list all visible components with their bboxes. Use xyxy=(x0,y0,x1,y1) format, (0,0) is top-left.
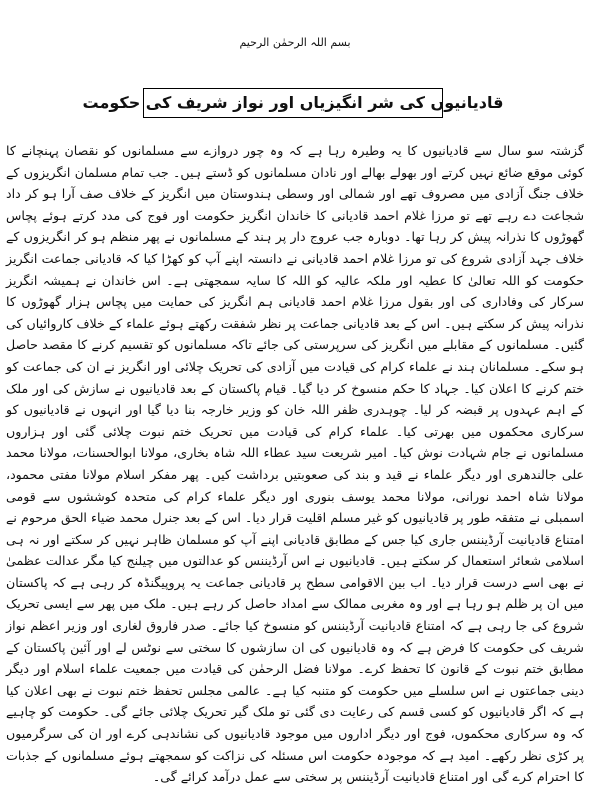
article-body xyxy=(6,140,584,800)
article-paragraph: گزشتہ سو سال سے قادیانیوں کا یہ وطیرہ رہا ہے کہ وہ چور دروازے سے مسلمانوں کو نقصان پہنچانے کا کوئی موقع ضائع نہیں کرتے اور بھولے بھالے اور نادان مسلمانوں کو ڈستے ہیں۔ جب تمام مسلمان انگریزوں کے خلاف جنگ آزادی میں مصروف تھے اور شمالی اور وسطی ہندوستان میں انگریز کے خلاف صف آرا ہو کر داد شجاعت دے رہے تھے تو مرزا غلام احمد قادیانی کا خاندان انگریز حکومت اور فوج کی مدد کرتے ہوئے پچاس گھوڑوں کا نذرانہ پیش کر رہا تھا۔ دوبارہ جب عروج دار پر ہند کے مسلمانوں نے پھر منظم ہو کر انگریزوں کے خلاف جہد آزادی شروع کی تو مرزا غلام احمد قادیانی نے دانستہ اپنے آپ کو کھڑا کیا کہ قادیانی جماعت انگریز حکومت کو اللہ تعالیٰ کا عطیہ اور ملکہ عالیہ کو اللہ کا سایہ سمجھتی ہے۔ اس خاندان نے ہمیشہ انگریز سرکار کی وفاداری کی اور بقول مرزا غلام احمد قادیانی ہم انگریز کی حمایت میں پچاس ہزار گھوڑوں کا نذرانہ پیش کر سکتے ہیں۔ اس کے بعد قادیانی جماعت پر نظر شفقت رکھتے ہوئے علماء کے خلاف کاروائیاں کی گئیں۔ مسلمانوں کے مقابلے میں انگریز کی سرپرستی کی جائے تاکہ مسلمانوں کو تقسیم کرنے کا مقصد حاصل ہو سکے۔ مسلمانان ہند نے علماء کرام کی قیادت میں آزادی کی تحریک چلائی اور انگریز نے ان کی جماعت کو ختم کرنے کا اعلان کیا۔ جہاد کا حکم منسوخ کر دیا گیا۔ قیام پاکستان کے بعد قادیانیوں نے سازش کی اور ملک کے اہم عہدوں پر قبضہ کر لیا۔ چوہدری ظفر اللہ خان کو وزیر خارجہ بنا دیا گیا اور انہوں نے قادیانیوں کو سرکاری محکموں میں بھرتی کیا۔ علماء کرام کی قیادت میں تحریک ختم نبوت چلائی گئی اور ہزاروں مسلمانوں نے جام شہادت نوش کیا۔ امیر شریعت سید عطاء اللہ شاہ بخاری، مولانا ابوالحسنات، مولانا محمد علی جالندھری اور دیگر علماء نے قید و بند کی صعوبتیں برداشت کیں۔ پھر مفکر اسلام مولانا مفتی محمود، مولانا شاہ احمد نورانی، مولانا محمد یوسف بنوری اور دیگر علماء کرام کی متحدہ کوششوں سے قومی اسمبلی نے متفقہ طور پر قادیانیوں کو غیر مسلم اقلیت قرار دیا۔ اس کے بعد جنرل محمد ضیاء الحق مرحوم نے امتناع قادیانیت آرڈیننس جاری کیا جس کے مطابق قادیانی اپنے آپ کو مسلمان ظاہر نہیں کر سکتے اور نہ ہی اسلامی شعائر استعمال کر سکتے ہیں۔ قادیانیوں نے اس آرڈیننس کو عدالتوں میں چیلنج کیا مگر عدالت عظمیٰ نے بھی اسے درست قرار دیا۔ اب بین الاقوامی سطح پر قادیانی جماعت یہ پروپیگنڈہ کر رہی ہے کہ پاکستان میں ان پر ظلم ہو رہا ہے اور وہ مغربی ممالک سے امداد حاصل کر رہے ہیں۔ ملک میں پھر سے ایسی تحریک شروع کی جا رہی ہے کہ امتناع قادیانیت آرڈیننس کو منسوخ کیا جائے۔ صدر فاروق لغاری اور وزیر اعظم نواز شریف کی حکومت کا فرض ہے کہ وہ قادیانیوں کی ان سازشوں کا سختی سے نوٹس لے اور آئین پاکستان کے مطابق ختم نبوت کے قانون کا تحفظ کرے۔ مولانا فضل الرحمٰن کی قیادت میں جمعیت علماء اسلام اور دیگر دینی جماعتوں نے اس سلسلے میں حکومت کو متنبہ کیا ہے۔ عالمی مجلس تحفظ ختم نبوت نے بھی اعلان کیا ہے کہ اگر قادیانیوں کو کسی قسم کی رعایت دی گئی تو ملک گیر تحریک چلائی جائے گی۔ حکومت کو چاہیے کہ وہ سرکاری محکموں، فوج اور دیگر اداروں میں موجود قادیانیوں کی نشاندہی کرے اور ان کی سرگرمیوں پر کڑی نظر رکھے۔ امید ہے کہ موجودہ حکومت اس مسئلہ کی نزاکت کو سمجھتے ہوئے مسلمانوں کے جذبات کا احترام کرے گی اور امتناع قادیانیت آرڈیننس پر سختی سے عمل درآمد کرائے گی۔ xyxy=(6,143,584,785)
bismillah-heading: بسم اللہ الرحمٰن الرحیم xyxy=(239,36,351,49)
article-title: قادیانیوں کی شر انگیزیاں اور نواز شریف کی حکومت xyxy=(143,88,443,118)
